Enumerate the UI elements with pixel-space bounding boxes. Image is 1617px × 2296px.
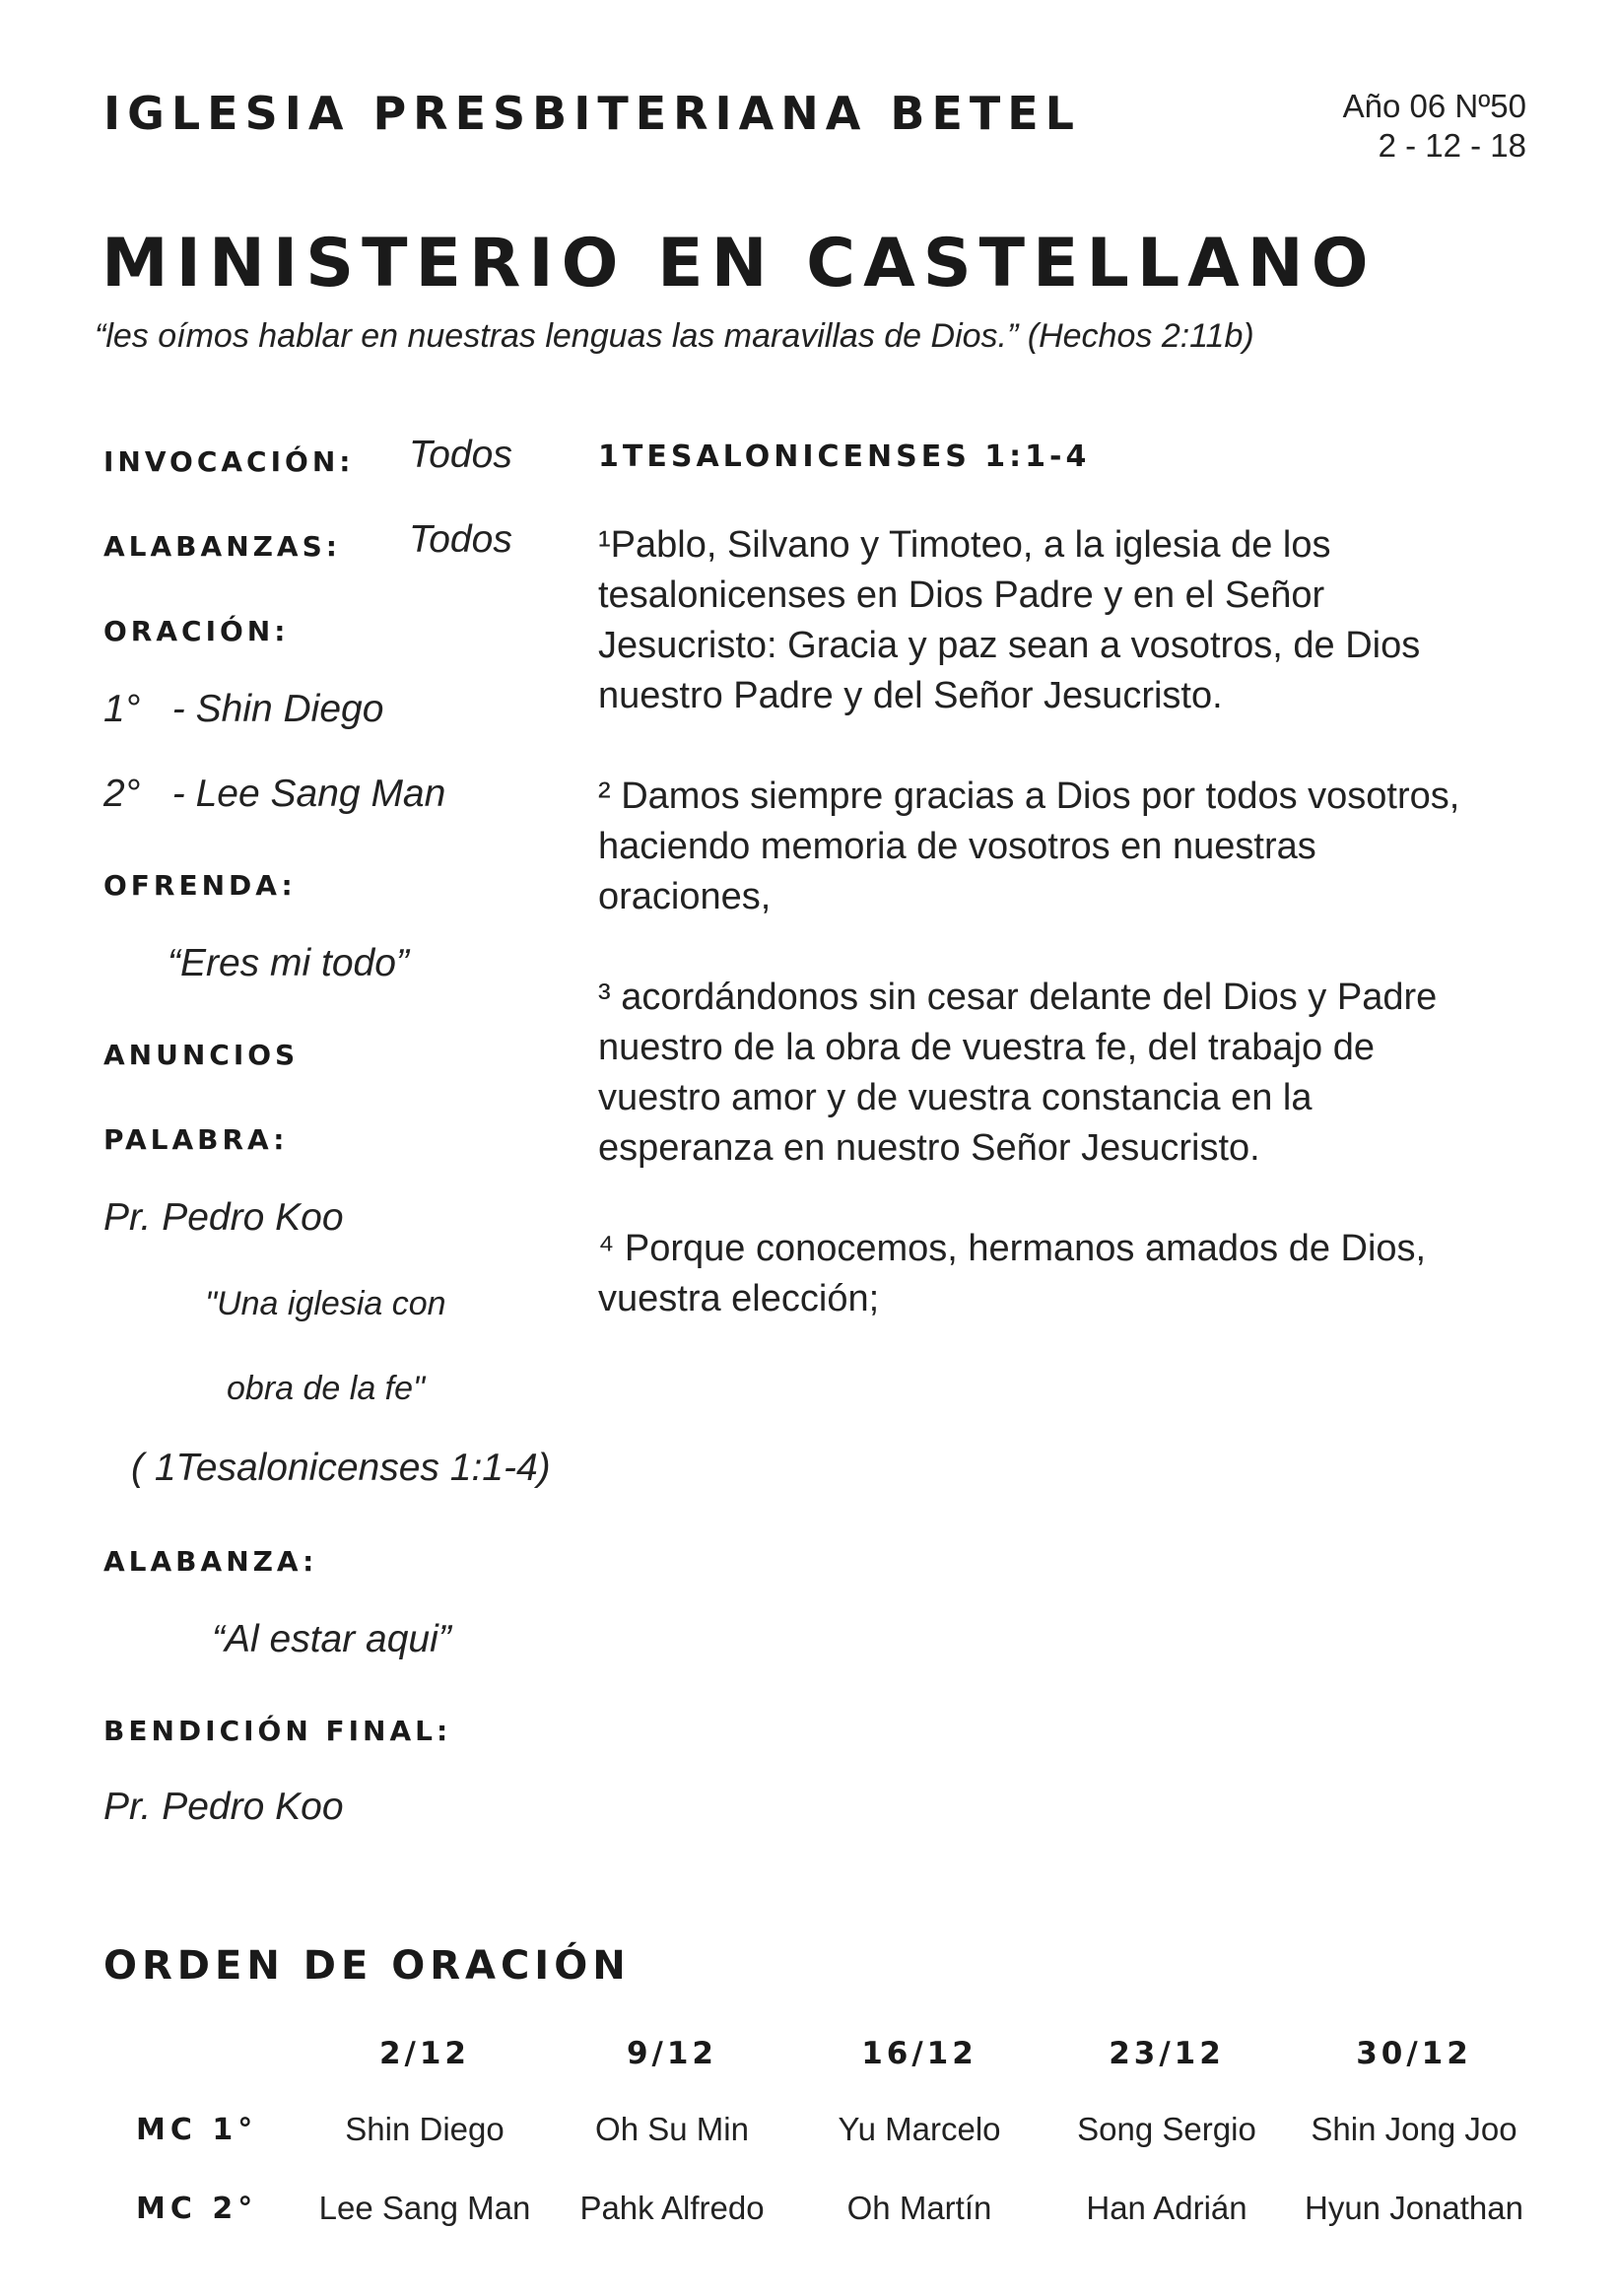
issue-info [1343,87,1526,166]
invocacion-label: INVOCACIÓN: [103,445,355,478]
ofrenda-label: OFRENDA: [103,869,297,902]
row-label-mc1: MC 1° [136,2113,258,2147]
date-header: 2/12 [378,2036,471,2071]
verse-2: ² Damos siempre gracias a Dios por todos vosotros, haciendo memoria de vosotros en nuestras oraciones, [598,776,1460,917]
anuncios-label: ANUNCIOS [103,1039,300,1071]
row-label-mc2: MC 2° [136,2192,258,2226]
invocacion-value: Todos [409,434,512,476]
table-cell: Oh Su Min [595,2111,749,2147]
table-cell: Han Adrián [1086,2190,1247,2226]
oracion-label: ORACIÓN: [103,615,290,647]
bendicion-label: BENDICIÓN FINAL: [103,1715,452,1747]
ministry-title: MINISTERIO EN CASTELLANO [101,225,1377,303]
alabanzas-value: Todos [409,518,512,561]
palabra-label: PALABRA: [103,1123,289,1156]
issue-date: 2 - 12 - 18 [1378,127,1526,164]
motto-verse: “les oímos hablar en nuestras lenguas las maravillas de Dios.” (Hechos 2:11b) [95,317,1254,355]
table-cell: Lee Sang Man [318,2190,531,2226]
table-cell: Oh Martín [846,2190,992,2226]
oracion-second: 2° - Lee Sang Man [103,773,446,815]
alabanzas-label: ALABANZAS: [103,530,341,563]
table-cell: Shin Diego [345,2111,505,2147]
oracion-first: 1° - Shin Diego [103,688,384,730]
date-header: 16/12 [861,2036,977,2071]
sermon-title-line-1: "Una iglesia con [205,1285,446,1322]
table-cell: Pahk Alfredo [579,2190,765,2226]
ofrenda-value: “Eres mi todo” [168,942,409,984]
sermon-reference: ( 1Tesalonicenses 1:1-4) [131,1447,551,1489]
alabanza-value: “Al estar aqui” [212,1618,451,1660]
verse-4: ⁴ Porque conocemos, hermanos amados de Dios, vuestra elección; [598,1228,1427,1319]
scripture-verses [598,520,1544,1375]
table-cell: Yu Marcelo [838,2111,1001,2147]
date-header: 9/12 [626,2036,718,2071]
verse-3: ³ acordándonos sin cesar delante del Dios y Padre nuestro de la obra de vuestra fe, del trabajo de vuestro amor y de vuestra constancia en la esperanza en nuestro Señor Jesucristo. [598,977,1438,1169]
issue-number: Año 06 Nº50 [1342,88,1526,124]
table-cell: Shin Jong Joo [1311,2111,1517,2147]
alabanza-label: ALABANZA: [103,1545,318,1578]
verse-1: ¹Pablo, Silvano y Timoteo, a la iglesia de los tesalonicenses en Dios Padre y en el Señor Jesucristo: Gracia y paz sean a vosotros, de Dios nuestro Padre y del Señor Jesucristo. [598,524,1421,716]
bendicion-value: Pr. Pedro Koo [103,1786,344,1828]
palabra-preacher: Pr. Pedro Koo [103,1196,344,1239]
table-cell: Song Sergio [1077,2111,1256,2147]
scripture-title: 1TESALONICENSES 1:1-4 [598,439,1091,474]
table-cell: Hyun Jonathan [1305,2190,1523,2226]
date-header: 23/12 [1109,2036,1225,2071]
date-header: 30/12 [1356,2036,1472,2071]
church-name: IGLESIA PRESBITERIANA BETEL [103,87,1081,140]
sermon-title-line-2: obra de la fe" [227,1370,426,1407]
prayer-order-title: ORDEN DE ORACIÓN [103,1943,631,1989]
